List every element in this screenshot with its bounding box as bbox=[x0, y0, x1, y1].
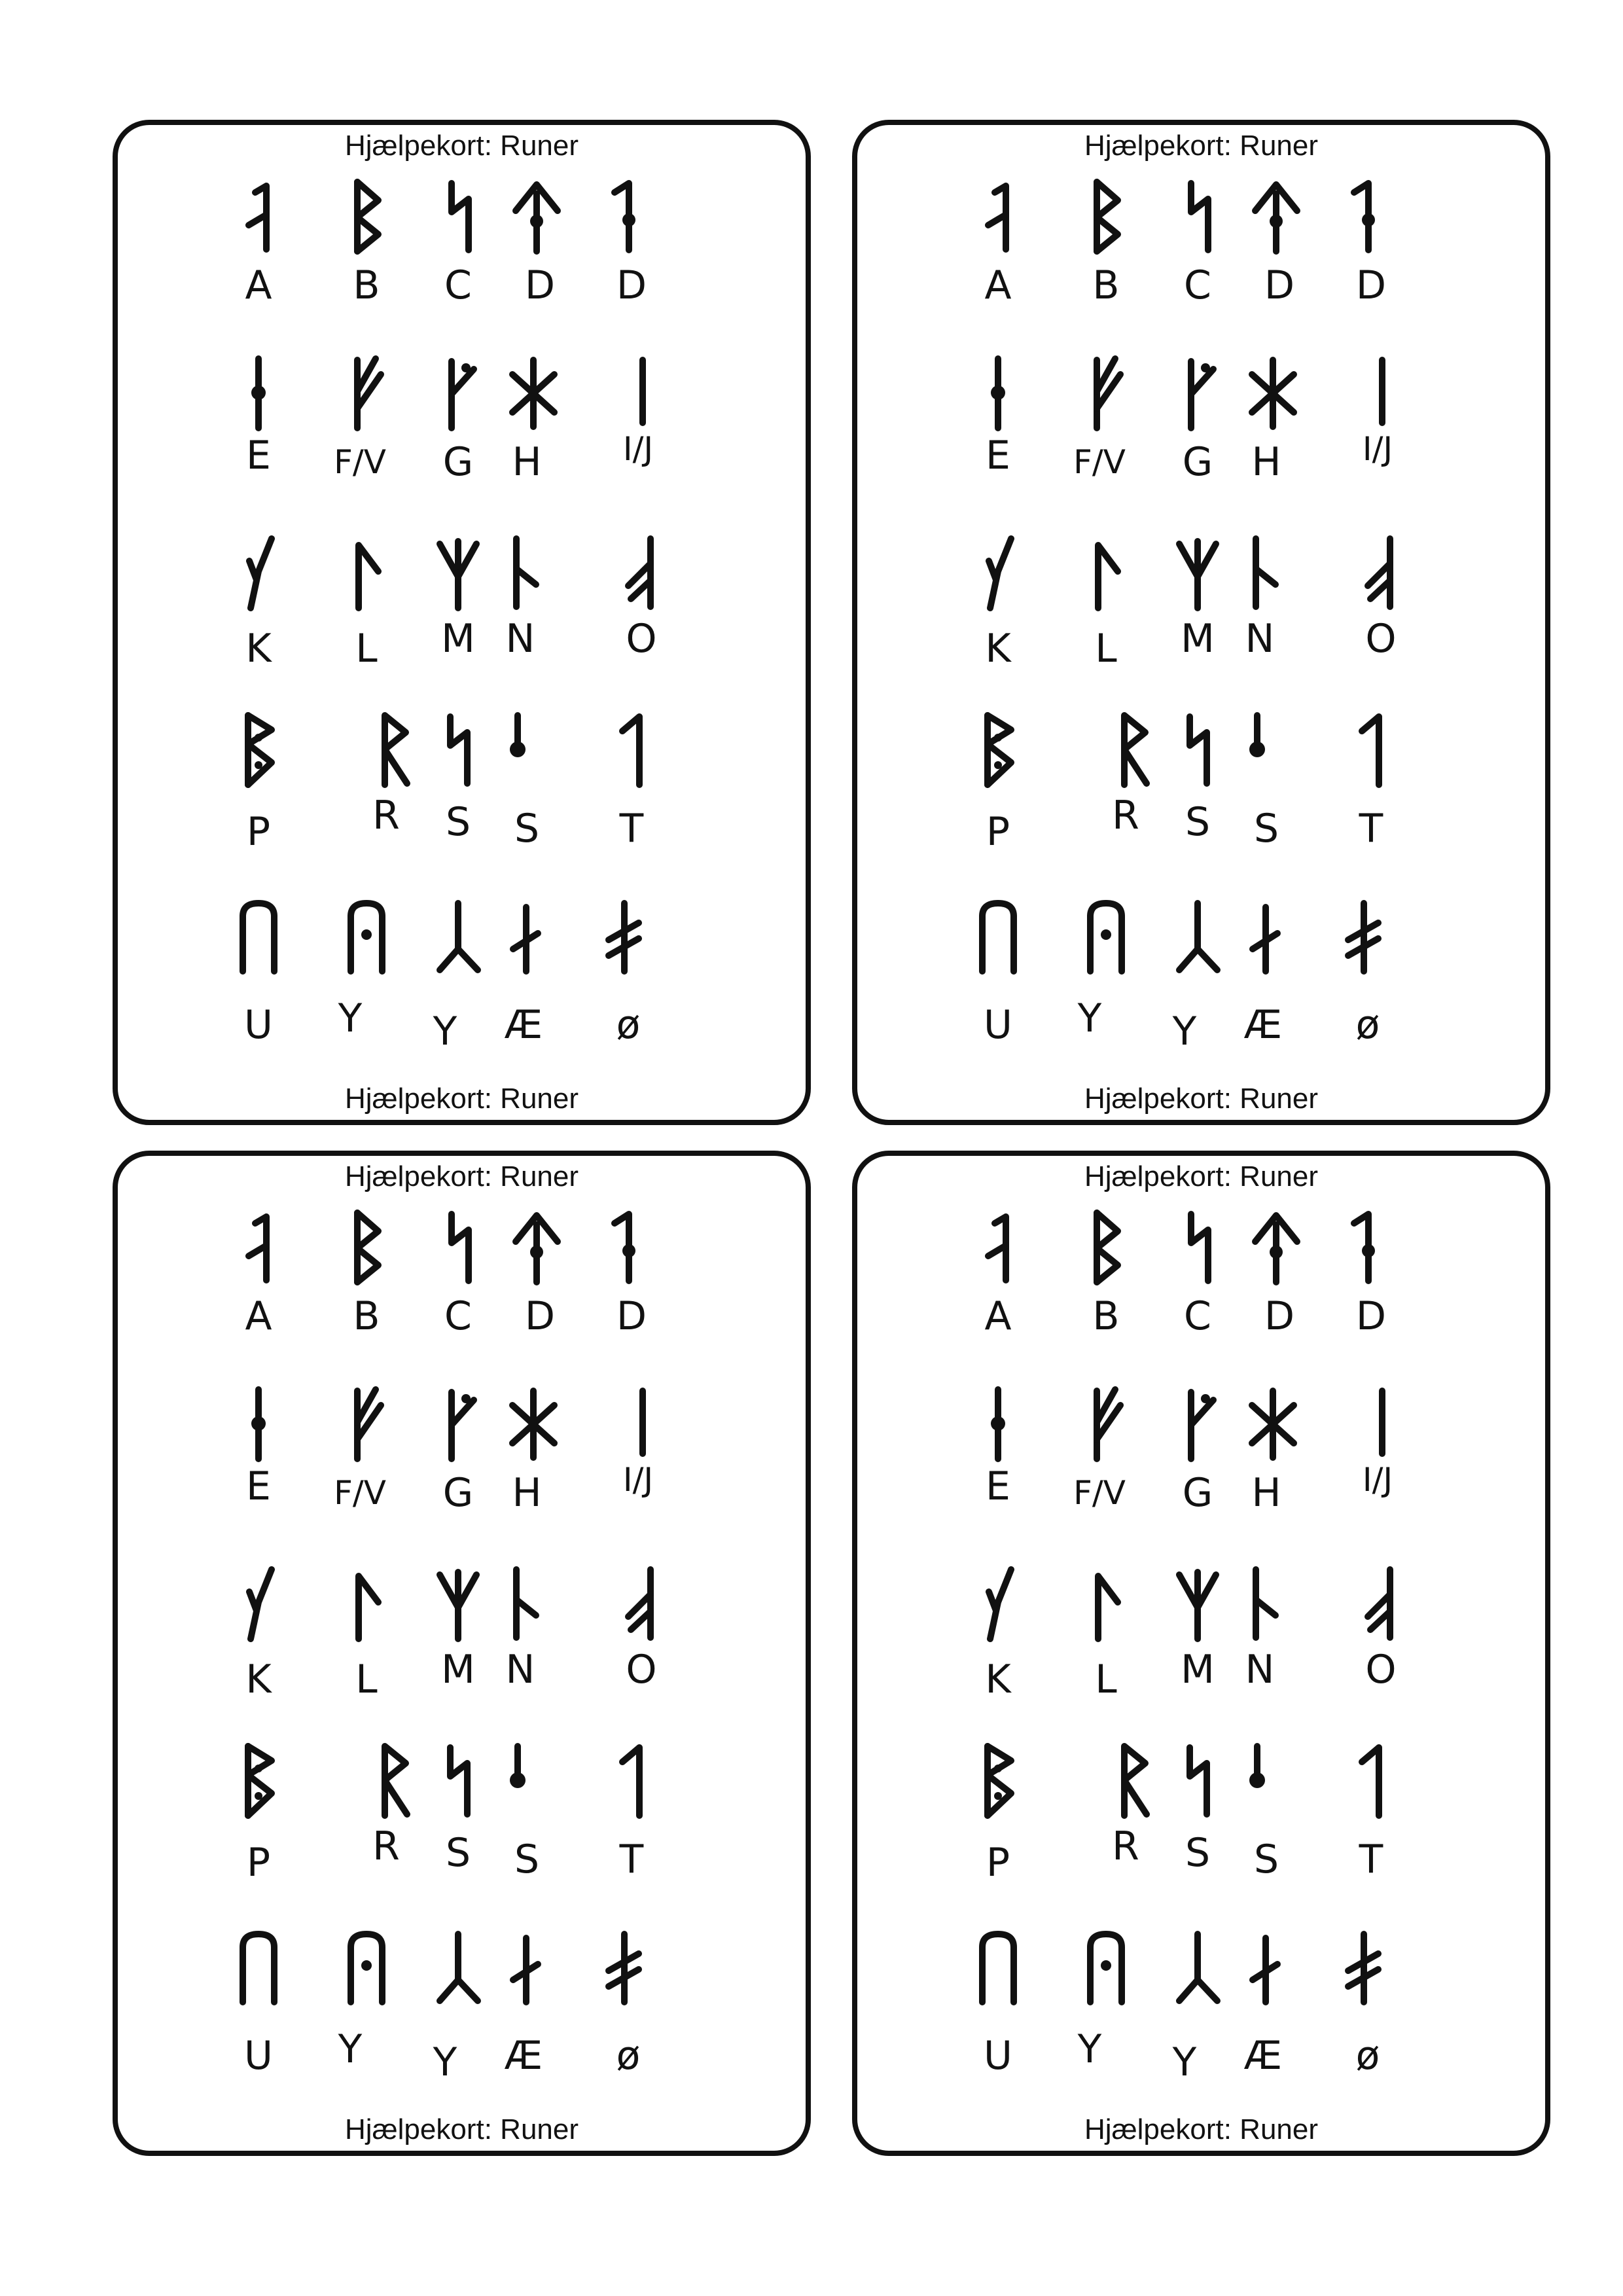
rune-p-icon bbox=[219, 708, 298, 793]
rune-latin-label: S bbox=[1253, 1837, 1279, 1882]
rune-latin-label: R bbox=[1112, 793, 1139, 838]
rune-t-icon bbox=[1332, 708, 1410, 793]
rune-latin-label: K bbox=[245, 1657, 272, 1702]
rune-latin-label: F/V bbox=[334, 443, 386, 481]
rune-latin-label: S bbox=[514, 1837, 540, 1882]
rune-latin-label: ø bbox=[616, 1002, 641, 1048]
rune-latin-label: S bbox=[445, 1830, 471, 1876]
rune-latin-label: U bbox=[244, 2033, 273, 2079]
rune-latin-label: Y bbox=[1077, 996, 1102, 1041]
rune-latin-label: D bbox=[1355, 1293, 1387, 1339]
rune-latin-label: L bbox=[355, 626, 378, 672]
rune-latin-label: T bbox=[619, 1837, 644, 1882]
rune-latin-label: S bbox=[1253, 806, 1279, 852]
rune-latin-label: S bbox=[1185, 799, 1211, 845]
rune-a-icon bbox=[219, 1205, 298, 1290]
rune-latin-label: Y bbox=[433, 1009, 457, 1054]
rune-y1-icon bbox=[1067, 1925, 1145, 2010]
rune-s2-icon bbox=[1221, 1738, 1299, 1823]
rune-t-icon bbox=[592, 1738, 671, 1823]
rune-latin-label: Y bbox=[1077, 2026, 1102, 2072]
rune-n-icon bbox=[481, 1562, 560, 1647]
rune-g-icon bbox=[1158, 351, 1237, 436]
rune-latin-label: E bbox=[986, 433, 1010, 478]
rune-c-icon bbox=[419, 1205, 497, 1290]
rune-a-icon bbox=[219, 174, 298, 259]
rune-oe-icon bbox=[582, 1925, 661, 2010]
rune-a-icon bbox=[959, 1205, 1037, 1290]
rune-k-icon bbox=[959, 531, 1037, 616]
rune-latin-label: O bbox=[1365, 616, 1397, 662]
rune-oe-icon bbox=[582, 894, 661, 979]
card-title-top: Hjælpekort: Runer bbox=[1084, 1160, 1319, 1193]
rune-f-icon bbox=[1067, 351, 1145, 436]
card-title-bottom: Hjælpekort: Runer bbox=[344, 2113, 579, 2145]
rune-latin-label: T bbox=[1359, 806, 1383, 852]
rune-e-icon bbox=[959, 1382, 1037, 1467]
rune-o-icon bbox=[1342, 531, 1420, 616]
rune-i-icon bbox=[602, 1382, 681, 1467]
rune-g-icon bbox=[419, 1382, 497, 1467]
rune-latin-label: A bbox=[245, 1293, 272, 1339]
rune-c-icon bbox=[1158, 174, 1237, 259]
rune-latin-label: H bbox=[1251, 1470, 1281, 1516]
card-title-bottom: Hjælpekort: Runer bbox=[1084, 2113, 1319, 2145]
rune-latin-label: E bbox=[246, 1463, 271, 1509]
rune-latin-label: M bbox=[1181, 616, 1215, 662]
rune-latin-label: M bbox=[441, 616, 475, 662]
rune-f-icon bbox=[1067, 1382, 1145, 1467]
rune-help-card bbox=[852, 120, 1550, 1125]
rune-s2-icon bbox=[481, 1738, 560, 1823]
rune-help-card bbox=[113, 120, 811, 1125]
rune-latin-label: Y bbox=[338, 2026, 363, 2072]
rune-p-icon bbox=[959, 1738, 1037, 1823]
rune-h-icon bbox=[1234, 351, 1312, 436]
rune-latin-label: M bbox=[1181, 1647, 1215, 1693]
rune-latin-label: T bbox=[1359, 1837, 1383, 1882]
rune-latin-label: C bbox=[1184, 1293, 1211, 1339]
rune-latin-label: F/V bbox=[334, 1474, 386, 1512]
rune-latin-label: D bbox=[1355, 262, 1387, 308]
rune-latin-label: K bbox=[245, 626, 272, 672]
card-title-top: Hjælpekort: Runer bbox=[344, 1160, 579, 1193]
rune-y1-icon bbox=[327, 894, 406, 979]
rune-latin-label: D bbox=[616, 1293, 647, 1339]
rune-latin-label: I/J bbox=[1362, 430, 1393, 468]
rune-u-icon bbox=[959, 894, 1037, 979]
rune-latin-label: S bbox=[445, 799, 471, 845]
rune-y1-icon bbox=[327, 1925, 406, 2010]
rune-f-icon bbox=[327, 351, 406, 436]
rune-latin-label: D bbox=[1264, 262, 1295, 308]
rune-h-icon bbox=[494, 1382, 573, 1467]
card-title-bottom: Hjælpekort: Runer bbox=[344, 1083, 579, 1115]
rune-latin-label: G bbox=[1182, 439, 1213, 485]
rune-latin-label: U bbox=[984, 2033, 1012, 2079]
rune-latin-label: O bbox=[1365, 1647, 1397, 1693]
rune-oe-icon bbox=[1322, 1925, 1400, 2010]
rune-latin-label: I/J bbox=[622, 1461, 654, 1499]
rune-latin-label: B bbox=[1092, 262, 1120, 308]
rune-latin-label: Æ bbox=[504, 1002, 543, 1048]
rune-ae-icon bbox=[484, 1925, 563, 2010]
rune-h-icon bbox=[494, 351, 573, 436]
rune-g-icon bbox=[419, 351, 497, 436]
rune-d1-icon bbox=[1237, 174, 1315, 259]
rune-latin-label: P bbox=[246, 1840, 271, 1886]
rune-latin-label: N bbox=[1245, 1647, 1275, 1693]
rune-help-card bbox=[113, 1151, 811, 2156]
rune-n-icon bbox=[1221, 531, 1299, 616]
rune-latin-label: P bbox=[986, 809, 1010, 855]
rune-l-icon bbox=[327, 531, 406, 616]
rune-latin-label: N bbox=[505, 1647, 535, 1693]
rune-latin-label: N bbox=[505, 616, 535, 662]
rune-latin-label: R bbox=[372, 1823, 400, 1869]
rune-d1-icon bbox=[497, 1205, 576, 1290]
rune-latin-label: U bbox=[244, 1002, 273, 1048]
rune-latin-label: C bbox=[444, 1293, 472, 1339]
rune-latin-label: Y bbox=[1172, 1009, 1197, 1054]
rune-d2-icon bbox=[1325, 174, 1404, 259]
rune-latin-label: I/J bbox=[1362, 1461, 1393, 1499]
rune-a-icon bbox=[959, 174, 1037, 259]
rune-latin-label: Y bbox=[433, 2039, 457, 2085]
rune-latin-label: U bbox=[984, 1002, 1012, 1048]
rune-latin-label: P bbox=[986, 1840, 1010, 1886]
rune-latin-label: B bbox=[1092, 1293, 1120, 1339]
rune-latin-label: A bbox=[984, 1293, 1012, 1339]
rune-latin-label: P bbox=[246, 809, 271, 855]
rune-i-icon bbox=[1342, 1382, 1420, 1467]
rune-latin-label: M bbox=[441, 1647, 475, 1693]
rune-latin-label: D bbox=[524, 1293, 556, 1339]
rune-latin-label: O bbox=[626, 616, 657, 662]
rune-b-icon bbox=[327, 1205, 406, 1290]
rune-latin-label: E bbox=[986, 1463, 1010, 1509]
rune-latin-label: L bbox=[1095, 626, 1117, 672]
rune-latin-label: A bbox=[245, 262, 272, 308]
rune-b-icon bbox=[1067, 174, 1145, 259]
rune-latin-label: Y bbox=[1172, 2039, 1197, 2085]
card-title-top: Hjælpekort: Runer bbox=[344, 130, 579, 162]
rune-n-icon bbox=[481, 531, 560, 616]
rune-oe-icon bbox=[1322, 894, 1400, 979]
rune-latin-label: G bbox=[1182, 1470, 1213, 1516]
rune-latin-label: N bbox=[1245, 616, 1275, 662]
rune-latin-label: O bbox=[626, 1647, 657, 1693]
rune-t-icon bbox=[1332, 1738, 1410, 1823]
rune-latin-label: K bbox=[985, 626, 1011, 672]
rune-help-card bbox=[852, 1151, 1550, 2156]
rune-u-icon bbox=[219, 894, 298, 979]
rune-o-icon bbox=[602, 531, 681, 616]
rune-l-icon bbox=[1067, 531, 1145, 616]
rune-latin-label: H bbox=[512, 1470, 542, 1516]
rune-latin-label: C bbox=[444, 262, 472, 308]
rune-latin-label: F/V bbox=[1073, 443, 1126, 481]
rune-latin-label: Y bbox=[338, 996, 363, 1041]
rune-latin-label: K bbox=[985, 1657, 1011, 1702]
rune-d1-icon bbox=[497, 174, 576, 259]
rune-c-icon bbox=[1158, 1205, 1237, 1290]
rune-f-icon bbox=[327, 1382, 406, 1467]
rune-latin-label: H bbox=[512, 439, 542, 485]
rune-ae-icon bbox=[1224, 1925, 1302, 2010]
rune-latin-label: Æ bbox=[504, 2033, 543, 2079]
rune-p-icon bbox=[219, 1738, 298, 1823]
rune-u-icon bbox=[959, 1925, 1037, 2010]
card-title-top: Hjælpekort: Runer bbox=[1084, 130, 1319, 162]
rune-k-icon bbox=[959, 1562, 1037, 1647]
rune-latin-label: Æ bbox=[1243, 1002, 1283, 1048]
rune-l-icon bbox=[1067, 1562, 1145, 1647]
rune-s2-icon bbox=[481, 708, 560, 793]
rune-e-icon bbox=[959, 351, 1037, 436]
rune-n-icon bbox=[1221, 1562, 1299, 1647]
rune-latin-label: G bbox=[442, 439, 474, 485]
rune-h-icon bbox=[1234, 1382, 1312, 1467]
rune-latin-label: L bbox=[1095, 1657, 1117, 1702]
rune-latin-label: ø bbox=[1355, 1002, 1380, 1048]
rune-e-icon bbox=[219, 351, 298, 436]
rune-latin-label: R bbox=[372, 793, 400, 838]
rune-y1-icon bbox=[1067, 894, 1145, 979]
rune-o-icon bbox=[1342, 1562, 1420, 1647]
rune-latin-label: Æ bbox=[1243, 2033, 1283, 2079]
rune-latin-label: T bbox=[619, 806, 644, 852]
rune-k-icon bbox=[219, 1562, 298, 1647]
rune-s2-icon bbox=[1221, 708, 1299, 793]
rune-latin-label: D bbox=[616, 262, 647, 308]
rune-e-icon bbox=[219, 1382, 298, 1467]
rune-d2-icon bbox=[586, 1205, 664, 1290]
rune-latin-label: L bbox=[355, 1657, 378, 1702]
rune-latin-label: I/J bbox=[622, 430, 654, 468]
rune-i-icon bbox=[1342, 351, 1420, 436]
card-title-bottom: Hjælpekort: Runer bbox=[1084, 1083, 1319, 1115]
rune-latin-label: D bbox=[524, 262, 556, 308]
rune-ae-icon bbox=[1224, 894, 1302, 979]
rune-i-icon bbox=[602, 351, 681, 436]
rune-d2-icon bbox=[586, 174, 664, 259]
rune-latin-label: E bbox=[246, 433, 271, 478]
rune-o-icon bbox=[602, 1562, 681, 1647]
rune-latin-label: A bbox=[984, 262, 1012, 308]
rune-t-icon bbox=[592, 708, 671, 793]
rune-l-icon bbox=[327, 1562, 406, 1647]
rune-latin-label: D bbox=[1264, 1293, 1295, 1339]
rune-latin-label: ø bbox=[616, 2033, 641, 2079]
rune-latin-label: S bbox=[514, 806, 540, 852]
rune-latin-label: B bbox=[353, 1293, 380, 1339]
rune-latin-label: C bbox=[1184, 262, 1211, 308]
rune-latin-label: S bbox=[1185, 1830, 1211, 1876]
rune-k-icon bbox=[219, 531, 298, 616]
rune-latin-label: B bbox=[353, 262, 380, 308]
rune-latin-label: R bbox=[1112, 1823, 1139, 1869]
rune-d2-icon bbox=[1325, 1205, 1404, 1290]
rune-d1-icon bbox=[1237, 1205, 1315, 1290]
rune-latin-label: H bbox=[1251, 439, 1281, 485]
rune-latin-label: G bbox=[442, 1470, 474, 1516]
rune-ae-icon bbox=[484, 894, 563, 979]
rune-b-icon bbox=[327, 174, 406, 259]
rune-c-icon bbox=[419, 174, 497, 259]
rune-g-icon bbox=[1158, 1382, 1237, 1467]
rune-p-icon bbox=[959, 708, 1037, 793]
rune-b-icon bbox=[1067, 1205, 1145, 1290]
rune-u-icon bbox=[219, 1925, 298, 2010]
rune-latin-label: F/V bbox=[1073, 1474, 1126, 1512]
rune-latin-label: ø bbox=[1355, 2033, 1380, 2079]
